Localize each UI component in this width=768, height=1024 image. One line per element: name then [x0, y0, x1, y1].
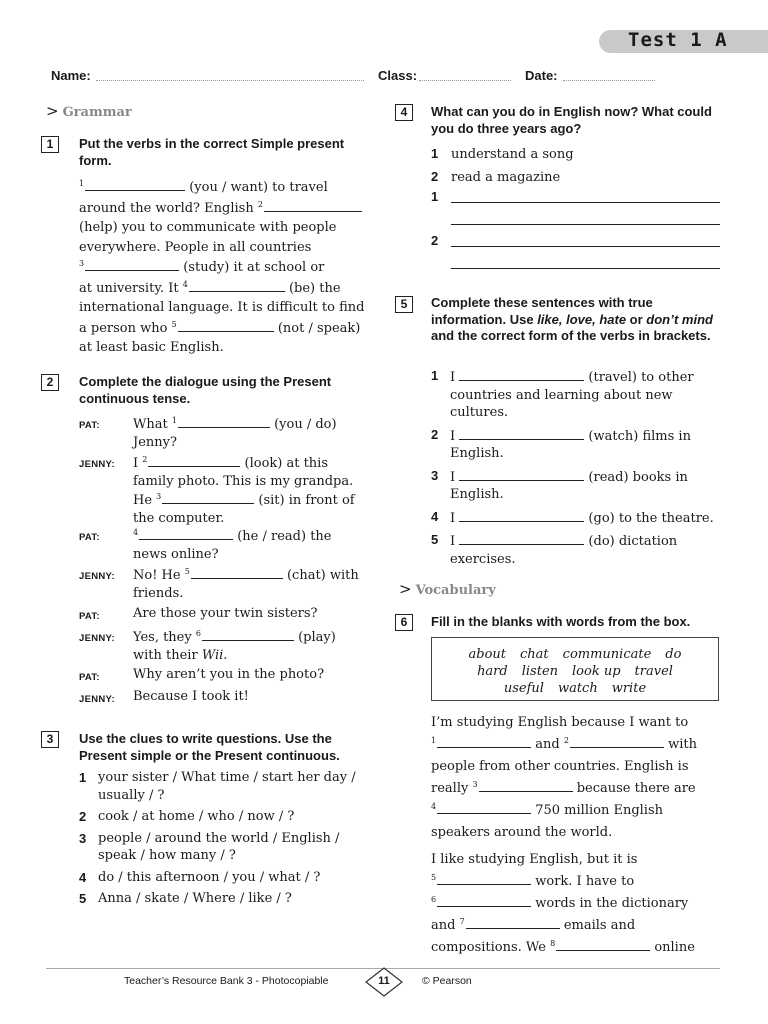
answer-blank[interactable] — [139, 526, 233, 540]
name-field[interactable] — [96, 80, 364, 81]
section-grammar: > Grammar — [46, 102, 132, 120]
dialogue-line: No! He $^5$ (chat) with friends. — [133, 567, 359, 601]
list-item: 5 I (do) dictation exercises. — [431, 532, 678, 567]
answer-blank[interactable] — [459, 467, 584, 481]
answer-line[interactable] — [451, 202, 720, 203]
answer-blank[interactable] — [437, 734, 531, 748]
dialogue-line: Why aren’t you in the photo? — [133, 667, 325, 682]
list-item: 2 I (watch) films in English. — [431, 426, 691, 461]
list-item: 4 I (go) to the theatre. — [431, 508, 714, 526]
list-item: 4 do / this afternoon / you / what / ? — [79, 869, 321, 885]
answer-blank[interactable] — [459, 426, 584, 440]
dialogue-line: $^4$ (he / read) the news online? — [133, 528, 332, 562]
answer-blank[interactable] — [189, 278, 285, 292]
dialogue-line: I $^2$ (look) at this family photo. This is my grandpa. He $^3$ (sit) in front of the computer. — [133, 455, 355, 526]
exercise-number: 4 — [395, 104, 413, 121]
speaker-label: PAT: — [79, 672, 100, 683]
exercise-number: 2 — [41, 374, 59, 391]
list-item: 5 Anna / skate / Where / like / ? — [79, 891, 292, 906]
answer-blank[interactable] — [162, 490, 254, 504]
exercise-number: 3 — [41, 731, 59, 748]
answer-blank[interactable] — [202, 627, 294, 641]
answer-blank[interactable] — [85, 177, 185, 191]
dialogue-line: Because I took it! — [133, 689, 249, 704]
answer-line[interactable] — [451, 224, 720, 225]
answer-blank[interactable] — [148, 453, 240, 467]
exercise-instruction: Use the clues to write questions. Use the Present simple or the Present continuous. — [79, 731, 340, 763]
list-item: 1 your sister / What time / start her day / usually / ? — [79, 770, 356, 803]
speaker-label: JENNY: — [79, 459, 115, 470]
word-box: about chat communicate do hard listen look up travel useful watch write — [431, 637, 719, 701]
footer-left: Teacher’s Resource Bank 3 - Photocopiable — [124, 975, 329, 987]
answer-blank[interactable] — [556, 937, 650, 951]
answer-line[interactable] — [451, 246, 720, 247]
answer-blank[interactable] — [459, 531, 584, 545]
answer-blank[interactable] — [85, 257, 179, 271]
dialogue-line: What $^1$ (you / do) Jenny? — [133, 416, 337, 450]
page-title: Test 1 A — [628, 29, 728, 51]
chevron-right-icon: > — [399, 580, 412, 598]
exercise-3-list — [79, 769, 379, 908]
date-field[interactable] — [563, 80, 655, 81]
speaker-label: PAT: — [79, 532, 100, 543]
dialogue-line: Are those your twin sisters? — [133, 606, 318, 621]
exercise-4-examples: 1 understand a song 2 read a magazine — [431, 146, 574, 185]
exercise-1-text: $^1$ (you / want) to travel around the world? English $^2$ (help) you to communicate with people everywhere. People in all countries $^3$ (study) it at school or at university. It $^4$ (be) the international language. It is difficult to find a person who $^5$ (not / speak) at least basic English. — [79, 179, 365, 355]
answer-blank[interactable] — [264, 198, 362, 212]
list-item: 2 cook / at home / who / now / ? — [79, 809, 295, 824]
speaker-label: PAT: — [79, 420, 100, 431]
speaker-label: JENNY: — [79, 694, 115, 705]
answer-blank[interactable] — [437, 893, 531, 907]
answer-blank[interactable] — [437, 800, 531, 814]
answer-line[interactable] — [451, 268, 720, 269]
footer-right: © Pearson — [422, 975, 472, 987]
speaker-label: JENNY: — [79, 571, 115, 582]
page-number: 11 — [378, 975, 390, 987]
speaker-label: JENNY: — [79, 633, 115, 644]
class-label: Class: — [378, 68, 418, 83]
exercise-instruction: Complete the dialogue using the Present continuous tense. — [79, 374, 332, 406]
exercise-instruction: Put the verbs in the correct Simple present form. — [79, 136, 345, 168]
dialogue-line: Yes, they $^6$ (play) with their Wii. — [133, 629, 336, 663]
answer-blank[interactable] — [191, 565, 283, 579]
date-label: Date: — [525, 68, 558, 83]
list-item: 3 people / around the world / English / speak / how many / ? — [79, 830, 340, 863]
answer-blank[interactable] — [178, 318, 274, 332]
section-vocabulary: > Vocabulary — [399, 580, 496, 598]
chevron-right-icon: > — [46, 102, 59, 120]
class-field[interactable] — [419, 80, 511, 81]
exercise-number: 5 — [395, 296, 413, 313]
exercise-number: 6 — [395, 614, 413, 631]
answer-number: 1 — [431, 189, 439, 204]
speaker-label: PAT: — [79, 611, 100, 622]
exercise-number: 1 — [41, 136, 59, 153]
answer-blank[interactable] — [570, 734, 664, 748]
exercise-instruction: Fill in the blanks with words from the box. — [431, 614, 691, 629]
answer-blank[interactable] — [437, 871, 531, 885]
answer-blank[interactable] — [479, 778, 573, 792]
list-item: 3 I (read) books in English. — [431, 467, 688, 502]
answer-blank[interactable] — [459, 367, 584, 381]
exercise-6-text: I’m studying English because I want to $^1$ and $^2$ with people from other countries. English is really $^3$ because there are $^4$ 750 million English speakers around the world. I like studying English, but it is $^5$ work. I have to $^6$ words in the dictionary and $^7$ emails and compositions. We $^8$ online — [431, 715, 697, 955]
answer-blank[interactable] — [459, 508, 584, 522]
list-item: 1 I (travel) to other countries and learning about new cultures. — [431, 368, 694, 420]
exercise-instruction: Complete these sentences with true information. Use like, love, hate or don’t mind and the correct form of the verbs in brackets. — [431, 295, 713, 343]
answer-blank[interactable] — [466, 915, 560, 929]
answer-number: 2 — [431, 233, 439, 248]
exercise-instruction: What can you do in English now? What could you do three years ago? — [431, 104, 712, 136]
answer-blank[interactable] — [178, 414, 270, 428]
name-label: Name: — [51, 68, 91, 83]
exercise-5-list — [431, 367, 731, 568]
